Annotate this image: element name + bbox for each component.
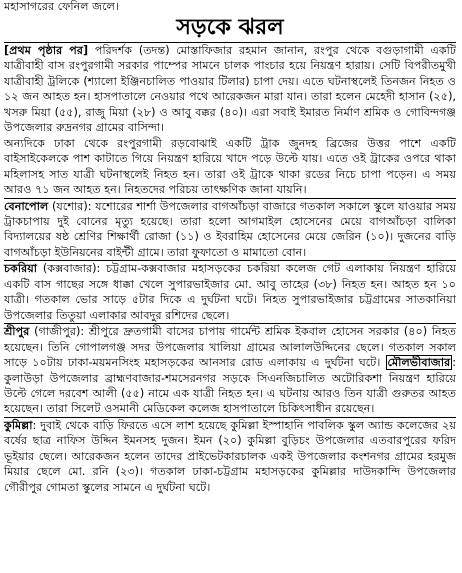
section-text: : দুবাই থেকে বাড়ি ফিরতে এসে লাশ হয়েছে কুমিল্লা ইস্পাহানি পাবলিক স্কুল অ্যান্ড কলেজের ২য় বর্ষের ছাত্র নাফিস উদ্দিন ইমনসহ দুজন। ইমন (২০) কুমিল্লা বুড়িচং উপজেলার এতবারপুরের ফরিদ ভূইয়ার ছেলে। আরেকজন হলেন তাদের প্রাইভেটকারচালক একই উপজেলার কংশনগর গ্রামের হরমুজ মিয়ার ছেলে মো. রনি (২৩)। গতকাল ঢাকা-চট্টগ্রাম মহাসড়কের কুমিল্লার দাউদকান্দি উপজেলার গৌরীপুর গোমতা স্কুলের সামনে এ দুর্ঘটনা ঘটে। (4, 418, 456, 494)
section-comilla (4, 418, 456, 495)
section-lead: বেনাপোল (4, 199, 49, 213)
headline: সড়কে ঝরল (176, 15, 284, 40)
section-text: (গাজীপুর): শ্রীপুরে দ্রুতগামী বাসের চাপায় গার্মেন্ট শ্রমিক ইকবাল হোসেন সরকার (৪০) নিহত হয়েছেন। তিনি গোপালগঞ্জ সদর উপজেলার খালিয়া গ্রামের আলালউদ্দিনের ছেলে। গতকাল সকাল সাড়ে ১০টায় ঢাকা-ময়মনসিংহ মহাসড়কের আনসার রোড এলাকায় এ দুর্ঘটনা ঘটে। (4, 325, 456, 370)
section-text: পরিদর্শক (তদন্ত) মোস্তাফিজার রহমান জানান, রংপুর থেকে বগুড়াগামী একটি যাত্রীবাহী বাস রংপুরগামী সরকার পাম্পের সামনে চালক পাংচার হয়ে নিয়ন্ত্রণ হারায়। সেটি বিপরীতমুখী যাত্রীবাহী ট্রলিকে (শ্যালো ইঞ্জিনচালিত পাওয়ার টিলার) চাপা দেয়। এতে ঘটনাস্থলেই তিনজন নিহত ও ১২ জন আহত হন। হাসপাতালে নেওয়ার পথে আরেকজন মারা যান। তারা হলেন মেহেদী হাসান (২৫), খসরু মিয়া (৫৫), রাজু মিয়া (২৮) ও আবু বক্কর (৪০)। এরা সবাই ইমারত নির্মাণ শ্রমিক ও গোবিন্দগঞ্জ উপজেলার রুদ্রনগর গ্রামের বাসিন্দা। অন্যদিকে ঢাকা থেকে রংপুরগামী রড়বোঝাই একটি ট্রাক জুনদহ ব্রিজের উত্তর পাশে একটি বাইসাইকেলকে পাশ কাটাতে গিয়ে নিয়ন্ত্রণ হারিয়ে খাদে পড়ে উল্টে যায়। এতে ওই ট্রাকের ওপরে থাকা মহিলাসহ সাত যাত্রী ঘটনাস্থলেই নিহত হন। তারা ওই ট্রাকে থাকা রডের নিচে চাপা পড়েন। এ সময় আরও ৭১ জন আহত হন। নিহতদের পরিচয় তাৎক্ষণিক জানা যায়নি। (4, 44, 456, 197)
section-chakaria (4, 261, 456, 323)
section-text: (যশোর): যশোরের শার্শা উপজেলার বাগআঁচড়া বাজারে গতকাল সকালে স্কুলে যাওয়ার সময় ট্রাকচাপায় দুই বোনের মৃত্যু হয়েছে। তারা হলো আগমাইল হোসেনের মেয়ে বাগআঁচড়া বালিকা বিদ্যালয়ের ষষ্ঠ শ্রেণির শিক্ষার্থী রোজা (১১) ও ইবরাহিম হোসেনের মেয়ে জেরিন (১০)। দুজনের বাড়ি বাগআঁচড়া ইউনিয়নের বাইন্টী গ্রামে। তারা ফুফাতো ও মামাতো বোন। (4, 199, 456, 259)
section-rangpur (4, 43, 456, 198)
section-text: : কুলাউড়া উপজেলার ব্রাহ্মণবাজার-শমসেরনগর সড়কে সিএনজিচালিত অটোরিকশা নিয়ন্ত্রণ হারিয়ে উল্টে গেলে দরবেশ আলী (৫৫) নামে এক যাত্রী নিহত হন। এ ঘটনায় আরও তিন যাত্রী গুরুতর আহত হয়েছেন। তারা সিলেট ওসমানী মেডিকেল কলেজ হাসপাতালে চিকিৎসাধীন রয়েছেন। (4, 356, 456, 416)
intro-line: মহাসাগরের ফেনিল জলে। (4, 0, 119, 13)
section-lead: শ্রীপুর (4, 325, 30, 339)
section-text: (কক্সবাজার): চট্টগ্রাম-কক্সবাজার মহাসড়কের চকরিয়া কলেজ গেট এলাকায় নিয়ন্ত্রণ হারিয়ে একটি বাস গাছের সঙ্গে ধাক্কা খেলে সুপারভাইজার মো. আবু তাহের (৩৮) নিহত হন। আহত হন ১০ যাত্রী। গতকাল ভোর সাড়ে ৫টার দিকে এ দুর্ঘটনা ঘটে। নিহত সুপারভাইজার চট্টগ্রামের সাতকানিয়া উপজেলার তিতুয়া এলাকার আবদুর রশিদের ছেলে। (4, 262, 456, 322)
section-lead: চকরিয়া (4, 262, 38, 276)
section-lead: [প্রথম পৃষ্ঠার পর] (4, 44, 89, 57)
section-benapole (4, 199, 456, 261)
section-lead: কুমিল্লা (4, 418, 33, 432)
section-lead-boxed: মৌলভীবাজার (387, 356, 451, 370)
section-sreepur (4, 324, 456, 417)
